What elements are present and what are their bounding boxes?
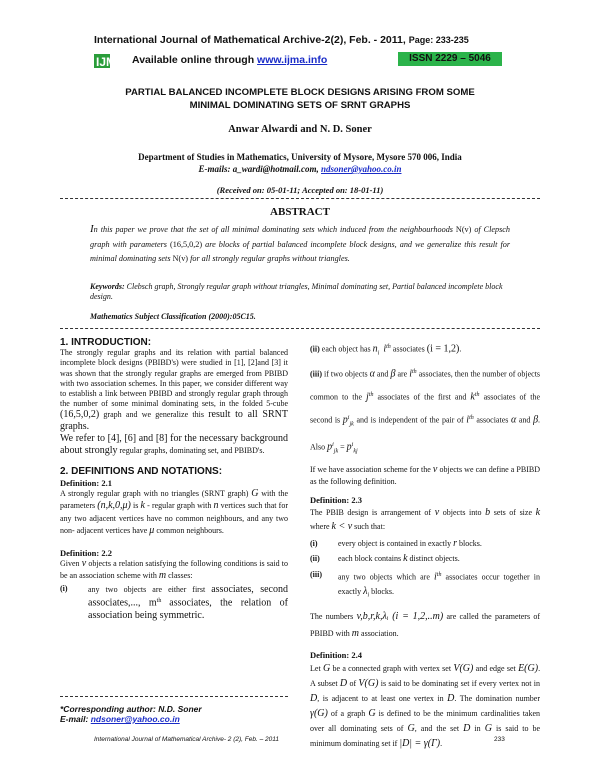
intro-text-2: graph and we generalize this <box>103 410 204 420</box>
def23-item-i-label: (i) <box>310 539 318 549</box>
ith-sup-2: th <box>469 414 474 421</box>
def21-n: n <box>213 500 219 512</box>
and-word: and <box>376 369 389 379</box>
def-2-3-heading: Definition: 2.3 <box>310 495 362 506</box>
def22-b: objects a relation satisfying the following conditions is said to be an association scheme with <box>60 559 289 581</box>
def23-item-iii: (iii) any two objects which are $i^{th}$ associates occur together in exactly $\lambda_i$ blocks. <box>310 568 540 602</box>
abstract-text <box>90 222 510 267</box>
def23-item-iii-i: i <box>434 571 437 583</box>
def24-vg: V(G) <box>453 663 474 675</box>
available-text: Available online through <box>132 54 255 66</box>
params-list: v,b,r,k,λᵢ (i = 1,2,..m) <box>356 611 444 623</box>
def23-item-ii-a: each block contains <box>338 554 402 564</box>
def24-k: , and the set <box>414 724 460 734</box>
def-2-2-heading: Definition: 2.2 <box>60 547 112 558</box>
item-i-text-c: associates, the relation of association being symmetric. <box>88 597 289 621</box>
def24-D4: D <box>463 723 471 735</box>
corresponding-author: *Corresponding author: N.D. Soner <box>60 704 202 714</box>
def24-g: G <box>322 663 331 675</box>
def23-item-ii-b: distinct objects. <box>409 554 460 564</box>
def24-eg: E(G) <box>518 663 539 675</box>
def23-c: sets of size <box>493 508 533 518</box>
and-word-2: and <box>518 415 531 425</box>
keywords <box>90 282 510 302</box>
params-b: are called the parameters of PBIBD with <box>310 612 541 639</box>
ith-symbol: i <box>409 368 413 380</box>
def24-i: of a graph <box>330 709 366 719</box>
item-iii-h: . Also <box>310 415 541 452</box>
pbibd-v: v <box>432 464 438 476</box>
item-ii-label: (ii) <box>310 344 320 354</box>
def24-l: in <box>474 724 481 734</box>
def23-d: where <box>310 522 330 532</box>
item-ii-a: each object has <box>321 344 371 354</box>
keywords-text: Clebsch graph, Strongly regular graph without triangles, Minimal dominating set, Partial balanced incomplete block design. <box>90 282 503 301</box>
pbibd-intro <box>310 464 540 487</box>
item-ii-c: associates <box>392 344 425 354</box>
journal-header <box>94 34 469 46</box>
def-2-1-text <box>60 488 288 538</box>
item-i-text-b: associates, second associates,..., m <box>88 584 288 609</box>
def21-a: A strongly regular graph with no triangles (SRNT graph) <box>60 488 249 498</box>
p-symmetry: p <box>327 441 333 453</box>
page-number: 233 <box>494 736 505 743</box>
alpha-symbol-2: α <box>511 414 517 426</box>
intro-params: (16,5,0,2) <box>60 409 100 421</box>
left-column <box>60 338 288 622</box>
def23-item-i-a: every object is contained in exactly <box>338 539 452 549</box>
item-ii-i: i <box>383 343 387 355</box>
item-ii-range: (i = 1,2) <box>426 343 460 355</box>
abstract-part-3: are blocks of partial balanced incomplete block designs, and we generalize this result for minimal dominating sets <box>90 239 511 263</box>
item-iii-a: if two objects <box>324 369 368 379</box>
department: Department of Studies in Mathematics, University of Mysore, Mysore 570 006, India <box>138 152 462 162</box>
intro-text-3: result to all SRNT graphs. <box>60 409 288 433</box>
msc-classification <box>90 312 256 321</box>
footnote-email-link[interactable]: ndsoner@yahoo.co.in <box>90 714 180 724</box>
page-range: Page: 233-235 <box>408 35 469 45</box>
item-i-text-a: any two objects are either first <box>88 585 206 595</box>
def21-k: k <box>140 500 145 512</box>
intro-paragraph-2 <box>60 433 288 457</box>
pbibd-text-a: If we have association scheme for the <box>310 465 431 475</box>
def24-gamma: γ(G) <box>310 708 328 720</box>
def22-v: v <box>81 558 87 570</box>
journal-line: International Journal of Mathematical Archive-2(2), Feb. - 2011, <box>94 34 406 46</box>
def-2-4-text <box>310 661 540 751</box>
def23-item-iii-a: any two objects which are <box>338 572 430 582</box>
abstract-heading: ABSTRACT <box>270 206 330 218</box>
nv-symbol: N(v) <box>455 225 472 234</box>
def23-bb: b <box>485 507 491 519</box>
intro-heading: 1. INTRODUCTION: <box>60 337 152 348</box>
email-1: a_wardi@hotmail.com, <box>232 164 319 174</box>
def23-item-i-r: r <box>453 538 457 550</box>
ijma-logo <box>94 52 132 70</box>
email-2-link[interactable]: ndsoner@yahoo.co.in <box>321 164 402 174</box>
emails <box>60 163 540 175</box>
footnote-rule <box>60 696 288 697</box>
item-ii-sub: i <box>377 350 380 357</box>
def21-e: vertices such that for any two adjacent vertices have no common neighbours, and any two non- adjacent vertices have <box>60 501 288 536</box>
def23-item-i-b: blocks. <box>458 539 482 549</box>
item-i-sup: th <box>156 598 162 605</box>
jth-sup: th <box>368 391 374 398</box>
def24-j: is defined to be the minimum cardinalities taken over all dominating sets of <box>310 709 541 734</box>
ith-sup: th <box>412 369 417 376</box>
item-i-label: (i) <box>60 584 68 594</box>
authors: Anwar Alwardi and N. D. Soner <box>228 124 372 135</box>
def24-g2: , is adjacent to at least one vertex in <box>317 694 444 704</box>
ith-symbol-2: i <box>466 414 470 426</box>
right-column <box>310 338 540 751</box>
intro-text-5: regular graphs, dominating set, and PBIBD's. <box>119 446 265 456</box>
item-iii-b: are <box>397 369 408 379</box>
def24-f: is said to be dominating set if every vertex not in <box>380 679 541 689</box>
item-iii-d: associates of the first and <box>377 392 467 402</box>
def21-d: - regular graph with <box>147 501 212 511</box>
def21-f: common neighbours. <box>156 526 224 536</box>
issn-badge: ISSN 2229 – 5046 <box>398 52 502 66</box>
def-2-3-text <box>310 506 540 534</box>
def24-G3: G <box>407 723 415 735</box>
nv-symbol-2: N(v) <box>172 254 189 263</box>
params-a: The numbers <box>310 612 354 622</box>
msc-text: Mathematics Subject Classification (2000):05C15. <box>90 312 256 321</box>
def22-m: m <box>158 570 167 582</box>
paper-title <box>80 86 520 112</box>
def24-m: is said to be minimum dominating set if <box>310 724 541 749</box>
def24-b: be a connected graph with vertex set <box>332 664 452 674</box>
params-c: association. <box>361 629 399 639</box>
def23-kv: k < v <box>331 521 353 533</box>
item-ii-n: n <box>372 343 378 355</box>
kth-sup: th <box>474 391 480 398</box>
availability-line <box>132 54 327 66</box>
def23-item-ii-label: (ii) <box>310 554 320 564</box>
def21-params: (n,k,0,μ) <box>97 500 131 512</box>
params-m: m <box>351 628 360 640</box>
def24-c: and edge set <box>475 664 516 674</box>
journal-url-link[interactable]: www.ijma.info <box>257 54 328 66</box>
def24-e: of <box>349 679 357 689</box>
def23-item-ii <box>310 553 540 565</box>
intro-text-4: We refer to [4], [6] and [8] for the necessary background about strongly <box>60 433 288 457</box>
item-iii-label: (iii) <box>310 369 322 379</box>
def24-D2: D <box>310 693 318 705</box>
footnote-email-label: E-mail: <box>60 714 89 724</box>
def-2-2-text <box>60 558 288 582</box>
def23-v: v <box>434 507 440 519</box>
title-line-2: MINIMAL DOMINATING SETS OF SRNT GRAPHS <box>189 100 411 111</box>
drop-letter: I <box>90 223 94 235</box>
clepsch-params: (16,5,0,2) <box>170 239 203 249</box>
def24-vg2: V(G) <box>358 678 379 690</box>
def23-item-iii-b: associates occur together in exactly <box>338 572 541 596</box>
def23-item-iii-sup: th <box>436 572 442 579</box>
intro-paragraph <box>60 348 288 433</box>
alpha-symbol: α <box>369 368 375 380</box>
abstract-part-4: for all strongly regular graphs without triangles. <box>190 254 350 263</box>
def21-mu: μ <box>149 525 155 537</box>
def23-item-iii-lambda: λ <box>363 585 368 597</box>
received-date: (Received on: 05-01-11; Accepted on: 18-01-11) <box>216 185 384 195</box>
def23-item-i <box>310 538 540 550</box>
item-ii: (ii) each object has $n_i$ $i^{th}$ associates (i = 1,2). <box>310 343 462 357</box>
def24-G4: G <box>484 723 492 735</box>
page-footer: International Journal of Mathematical Archive- 2 (2), Feb. – 2011 <box>94 736 279 743</box>
title-line-1: PARTIAL BALANCED INCOMPLETE BLOCK DESIGNS ARISING FROM SOME <box>125 87 475 98</box>
logo-text: IJMA <box>96 55 125 69</box>
beta-symbol-2: β <box>533 414 539 426</box>
def24-eq: |D| = γ(Γ) <box>399 738 441 750</box>
def24-h: . The domination number <box>454 694 541 704</box>
def23-k: k <box>535 507 541 519</box>
def21-c: is <box>133 501 139 511</box>
intro-text-1: The strongly regular graphs and its relation with partial balanced incomplete block designs (PBIBD's) were studied in [1], [2]and [3] it was shown that the strongly regular graphs are emerged from PBIBD with two association schemes. In this paper, we consider different way to establish a link between PBIBD and strongly regular graph through the number of some minimal dominating sets, in the folded 5-cube <box>60 348 288 409</box>
abstract-part-1: n this paper we prove that the set of all minimal dominating sets which induced from the neighbourhoods <box>93 225 453 234</box>
def22-a: Given <box>60 559 80 569</box>
def24-a: Let <box>310 664 321 674</box>
def22-c: classes: <box>168 571 193 581</box>
item-iii-f: and is independent of the pair of <box>356 415 464 425</box>
def21-g: G <box>251 487 259 499</box>
pbibd-text-b: objects we can define a PBIBD as the following definition. <box>310 465 540 487</box>
def23-item-iii-label: (iii) <box>310 570 322 580</box>
keywords-label: Keywords: <box>90 282 125 291</box>
def21-b: with the parameters <box>60 488 289 511</box>
def-2-4-heading: Definition: 2.4 <box>310 650 362 661</box>
divider-bottom <box>60 328 540 329</box>
def23-item-iii-c: blocks. <box>371 586 395 596</box>
def23-b: objects into <box>442 508 482 518</box>
item-iii: (iii) if two objects α and β are $i^{th}$ associates, then the number of objects common to the $j^{th}$ associates of the first and $k^{th}$ associates of the second is $p^i_{jk}$ and is independent of the pair of $i^{th}$ associates α and β. Also $p^i_{jk} = p^i_{kj}$ <box>310 368 541 455</box>
item-iii-c: associates, then the number of objects common to the <box>310 369 541 402</box>
abstract-part-2: of Clepsch graph with parameters <box>90 225 511 249</box>
def-2-2-item-i <box>60 584 288 622</box>
p-jk-symbol: p <box>342 414 348 426</box>
def23-item-ii-k: k <box>403 553 408 565</box>
pbibd-parameters <box>310 608 540 642</box>
def24-D: D <box>339 678 348 690</box>
item-iii-e: associates of the second is <box>310 392 541 425</box>
def23-a: The PBIB design is arrangement of <box>310 508 432 518</box>
item-ii-sup: th <box>386 344 391 350</box>
def24-d: . A subset <box>310 664 541 689</box>
def-2-1-heading: Definition: 2.1 <box>60 477 112 488</box>
kth-symbol: k <box>470 391 475 403</box>
affiliation <box>60 151 540 175</box>
beta-symbol: β <box>390 368 396 380</box>
emails-label: E-mails: <box>198 164 231 174</box>
def24-end: . <box>440 739 443 749</box>
divider-top <box>60 198 540 199</box>
def24-D3: D <box>447 693 455 705</box>
footnote-email <box>60 714 180 724</box>
definitions-heading: 2. DEFINITIONS AND NOTATIONS: <box>60 466 223 478</box>
item-iii-g: associates <box>476 415 509 425</box>
def24-G2: G <box>368 708 376 720</box>
def23-e: such that: <box>354 522 386 532</box>
